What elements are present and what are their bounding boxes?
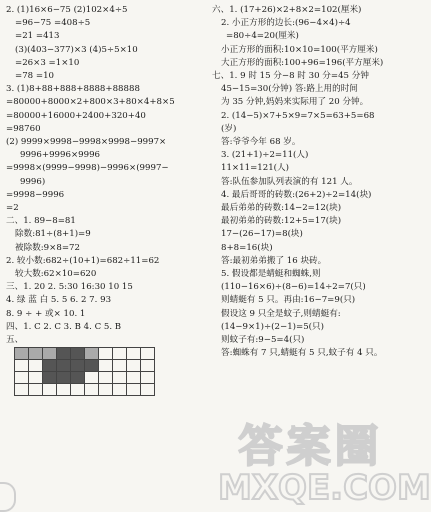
grid-cell	[15, 384, 29, 396]
right-answer-line: 8+8=16(块)	[221, 242, 273, 253]
grid-cell	[29, 348, 43, 360]
right-answer-line: 45−15=30(分钟) 答:路上用的时间	[221, 84, 358, 95]
right-answer-line: 最后弟弟的砖数:14−2=12(块)	[221, 203, 342, 214]
left-answer-line: =9998−9996	[6, 189, 65, 200]
left-answer-line: =9998×(9999−9998)−9996×(9997−	[6, 163, 169, 174]
right-answer-line: 七、1. 9 时 15 分−8 时 30 分=45 分钟	[212, 71, 369, 82]
left-answer-line: 被除数:9×8=72	[15, 242, 80, 253]
grid-cell	[57, 372, 71, 384]
right-answer-line: (岁)	[221, 123, 237, 134]
right-answer-line: 答:蜘蛛有 7 只,蜻蜓有 5 只,蚊子有 4 只。	[221, 348, 383, 359]
left-answer-line: 4. 绿 蓝 白 5. 5 6. 2 7. 93	[6, 295, 112, 306]
left-answer-line: =21 =413	[15, 31, 60, 42]
page-corner-mark	[0, 482, 16, 512]
right-answer-line: 为 35 分钟,妈妈来实际用了 20 分钟。	[221, 97, 369, 108]
right-answer-line: 2. 小正方形的边长:(96−4×4)÷4	[221, 18, 351, 29]
grid-cell	[141, 348, 155, 360]
left-answer-line: =80000+8000×2+800×3+80×4+8×5	[6, 97, 175, 108]
watermark-en: MXQE.COM	[218, 468, 431, 508]
left-answer-line: 二、1. 89−8=81	[6, 216, 76, 227]
grid-cell	[71, 372, 85, 384]
grid-cell	[29, 360, 43, 372]
grid-cell	[113, 384, 127, 396]
right-answer-line: (110−16×6)÷(8−6)=14÷2=7(只)	[221, 282, 366, 293]
right-answer-line: 小正方形的面积:10×10=100(平方厘米)	[221, 44, 378, 55]
grid-cell	[15, 348, 29, 360]
grid-cell	[71, 384, 85, 396]
right-answer-line: 假设这 9 只全是蚊子,则蜻蜓有:	[221, 308, 341, 319]
grid-cell	[57, 384, 71, 396]
grid-cell	[99, 384, 113, 396]
grid-cell	[127, 348, 141, 360]
grid-cell	[99, 348, 113, 360]
left-answer-line: (3)(403−377)×3 (4)5÷5×10	[15, 44, 138, 55]
right-answer-line: 答:爷爷今年 68 岁。	[221, 137, 301, 148]
left-answer-line: 9996)	[20, 176, 46, 187]
watermark-cn: 答案圈	[238, 421, 383, 472]
left-answer-line: 四、1. C 2. C 3. B 4. C 5. B	[6, 321, 122, 332]
right-answer-line: =80÷4=20(厘米)	[226, 31, 299, 42]
grid-cell	[85, 348, 99, 360]
grid-cell	[85, 372, 99, 384]
grid-cell	[57, 360, 71, 372]
right-answer-line: 则蜻蜓有 5 只。再由:16−7=9(只)	[221, 295, 356, 306]
right-answer-line: 3. (21+1)÷2=11(人)	[221, 150, 309, 161]
right-answer-line: 六、1. (17+26)×2+8×2=102(厘米)	[212, 5, 362, 15]
grid-cell	[127, 384, 141, 396]
grid-cell	[43, 384, 57, 396]
grid-cell	[43, 372, 57, 384]
right-answer-line: 11×11=121(人)	[221, 163, 289, 174]
right-column	[212, 4, 402, 360]
right-answer-line: 2. (14−5)×7+5×9=7×5=63+5=68	[221, 110, 375, 121]
left-answer-line: 五、	[6, 335, 24, 346]
right-answer-line: 5. 假设都是蜻蜓和蜘蛛,则	[221, 269, 321, 280]
left-answer-line: 8. 9 ÷ + 或× 10. 1	[6, 308, 86, 319]
left-answer-line: 较大数:62×10=620	[15, 269, 97, 280]
shading-grid	[14, 347, 155, 396]
grid-cell	[71, 348, 85, 360]
left-answer-line: 三、1. 20 2. 5:30 16:30 10 15	[6, 282, 133, 293]
grid-cell	[113, 372, 127, 384]
grid-cell	[127, 372, 141, 384]
left-answer-line: (2) 9999×9998−9998×9998−9997×	[6, 137, 167, 148]
left-column	[6, 4, 196, 347]
left-answer-line: 2. 较小数:682÷(10+1)=682÷11=62	[6, 255, 160, 266]
right-answer-line: 大正方形的面积:100+96=196(平方厘米)	[221, 57, 384, 68]
left-answer-line: =26×3 =1×10	[15, 57, 80, 68]
left-answer-line: =2	[6, 203, 19, 214]
grid-cell	[29, 384, 43, 396]
grid-cell	[43, 360, 57, 372]
grid-cell	[141, 384, 155, 396]
grid-cell	[85, 360, 99, 372]
left-answer-line: =96−75 =408÷5	[15, 18, 91, 29]
grid-cell	[141, 372, 155, 384]
grid-cell	[85, 384, 99, 396]
grid-cell	[127, 360, 141, 372]
grid-cell	[99, 360, 113, 372]
left-answer-line: =78 =10	[15, 71, 55, 82]
grid-cell	[29, 372, 43, 384]
right-answer-line: 17−(26−17)=8(块)	[221, 229, 303, 240]
grid-cell	[113, 360, 127, 372]
grid-cell	[43, 348, 57, 360]
grid-cell	[99, 372, 113, 384]
grid-cell	[141, 360, 155, 372]
right-answer-line: 最初弟弟的砖数:12+5=17(块)	[221, 216, 342, 227]
grid-cell	[113, 348, 127, 360]
left-answer-line: =98760	[6, 123, 41, 134]
left-answer-line: 除数:81÷(8+1)=9	[15, 229, 91, 240]
right-answer-line: 则蚊子有:9−5=4(只)	[221, 335, 305, 346]
grid-cell	[57, 348, 71, 360]
left-answer-line: 9996+9996×9996	[20, 150, 101, 161]
left-answer-line: =80000+16000+2400+320+40	[6, 110, 146, 121]
grid-cell	[15, 360, 29, 372]
grid-cell	[15, 372, 29, 384]
right-answer-line: 4. 最后哥哥的砖数:(26+2)÷2=14(块)	[221, 189, 372, 200]
right-answer-line: 答:队伍参加队列表演的有 121 人。	[221, 176, 358, 187]
left-answer-line: 3. (1)8+88+888+8888+88888	[6, 84, 140, 95]
right-answer-line: (14−9×1)÷(2−1)=5(只)	[221, 321, 324, 332]
right-answer-line: 答:最初弟弟搬了 16 块砖。	[221, 255, 327, 266]
left-answer-line: 2. (1)16×6−75 (2)102×4÷5	[6, 5, 128, 15]
watermark-logo	[218, 410, 431, 510]
grid-cell	[71, 360, 85, 372]
